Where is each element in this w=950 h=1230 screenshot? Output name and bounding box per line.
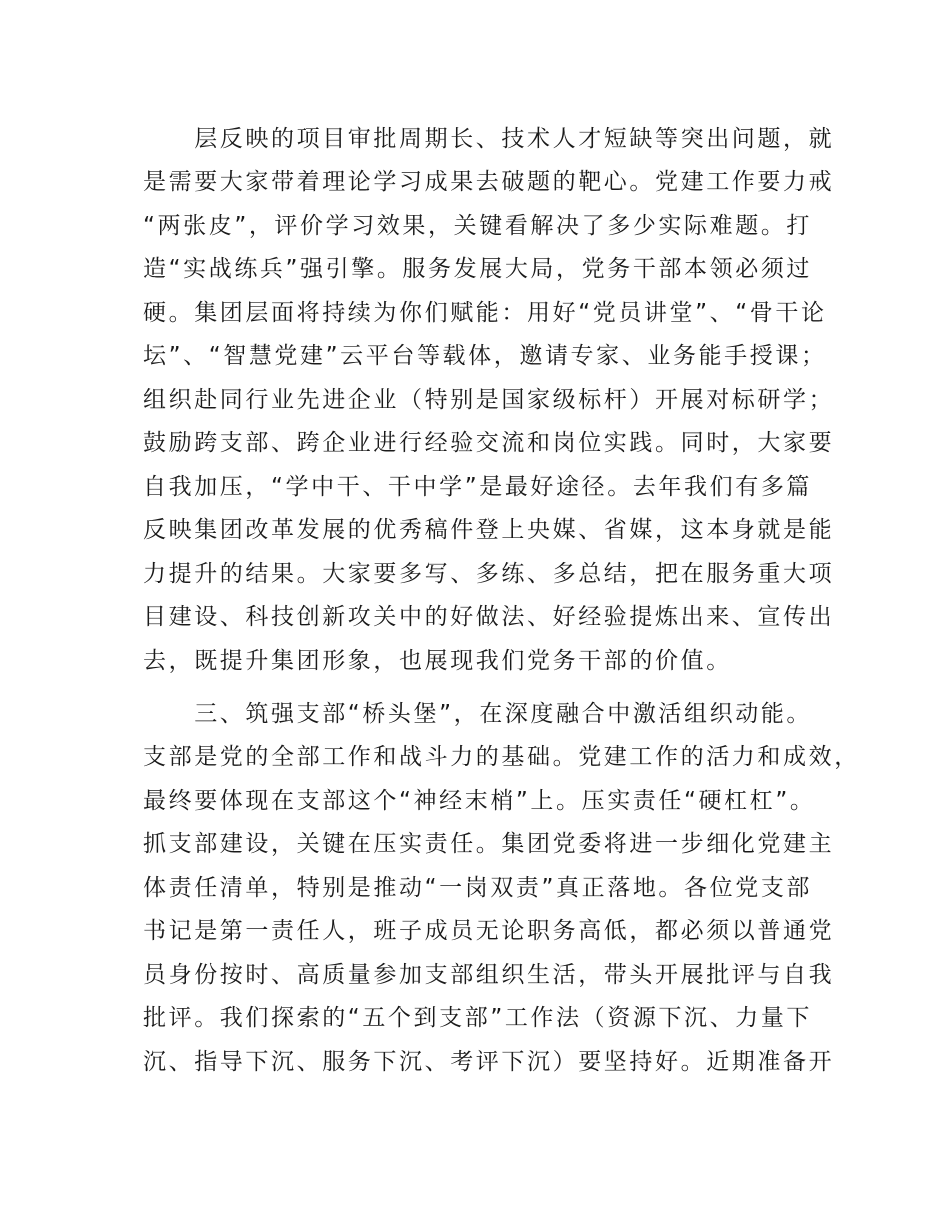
text-line: 自我加压，“学中干、干中学”是最好途径。去年我们有多篇	[143, 474, 813, 500]
section-heading-line: 三、筑强支部“桥头堡”，在深度融合中激活组织动能。	[143, 701, 813, 727]
text-line: 员身份按时、高质量参加支部组织生活，带头开展批评与自我	[143, 962, 835, 988]
text-line: 抓支部建设，关键在压实责任。集团党委将进一步细化党建主	[143, 831, 835, 857]
text-line: 坛”、“智慧党建”云平台等载体，邀请专家、业务能手授课；	[143, 343, 827, 369]
text-line: 反映集团改革发展的优秀稿件登上央媒、省媒，这本身就是能	[143, 517, 835, 543]
text-line: “两张皮”，评价学习效果，关键看解决了多少实际难题。打	[143, 213, 813, 239]
text-line: 批评。我们探索的“五个到支部”工作法（资源下沉、力量下	[143, 1005, 813, 1031]
text-line: 鼓励跨支部、跨企业进行经验交流和岗位实践。同时，大家要	[143, 430, 835, 456]
text-line: 书记是第一责任人，班子成员无论职务高低，都必须以普通党	[143, 918, 835, 944]
text-line: 组织赴同行业先进企业（特别是国家级标杆）开展对标研学；	[143, 387, 835, 413]
text-line: 硬。集团层面将持续为你们赋能：用好“党员讲堂”、“骨干论	[143, 300, 827, 326]
text-line: 是需要大家带着理论学习成果去破题的靶心。党建工作要力戒	[143, 169, 835, 195]
text-line: 力提升的结果。大家要多写、多练、多总结，把在服务重大项	[143, 561, 835, 587]
text-line: 目建设、科技创新攻关中的好做法、好经验提炼出来、宣传出	[143, 604, 835, 630]
text-line: 沉、指导下沉、服务下沉、考评下沉）要坚持好。近期准备开	[143, 1049, 835, 1075]
text-line: 支部是党的全部工作和战斗力的基础。党建工作的活力和成效，	[143, 744, 860, 770]
text-line: 体责任清单，特别是推动“一岗双责”真正落地。各位党支部	[143, 875, 813, 901]
text-line: 最终要体现在支部这个“神经末梢”上。压实责任“硬杠杠”。	[143, 788, 816, 814]
text-line: 层反映的项目审批周期长、技术人才短缺等突出问题，就	[143, 126, 835, 152]
text-line: 造“实战练兵”强引擎。服务发展大局，党务干部本领必须过	[143, 256, 813, 282]
text-line: 去，既提升集团形象，也展现我们党务干部的价值。	[143, 648, 732, 674]
